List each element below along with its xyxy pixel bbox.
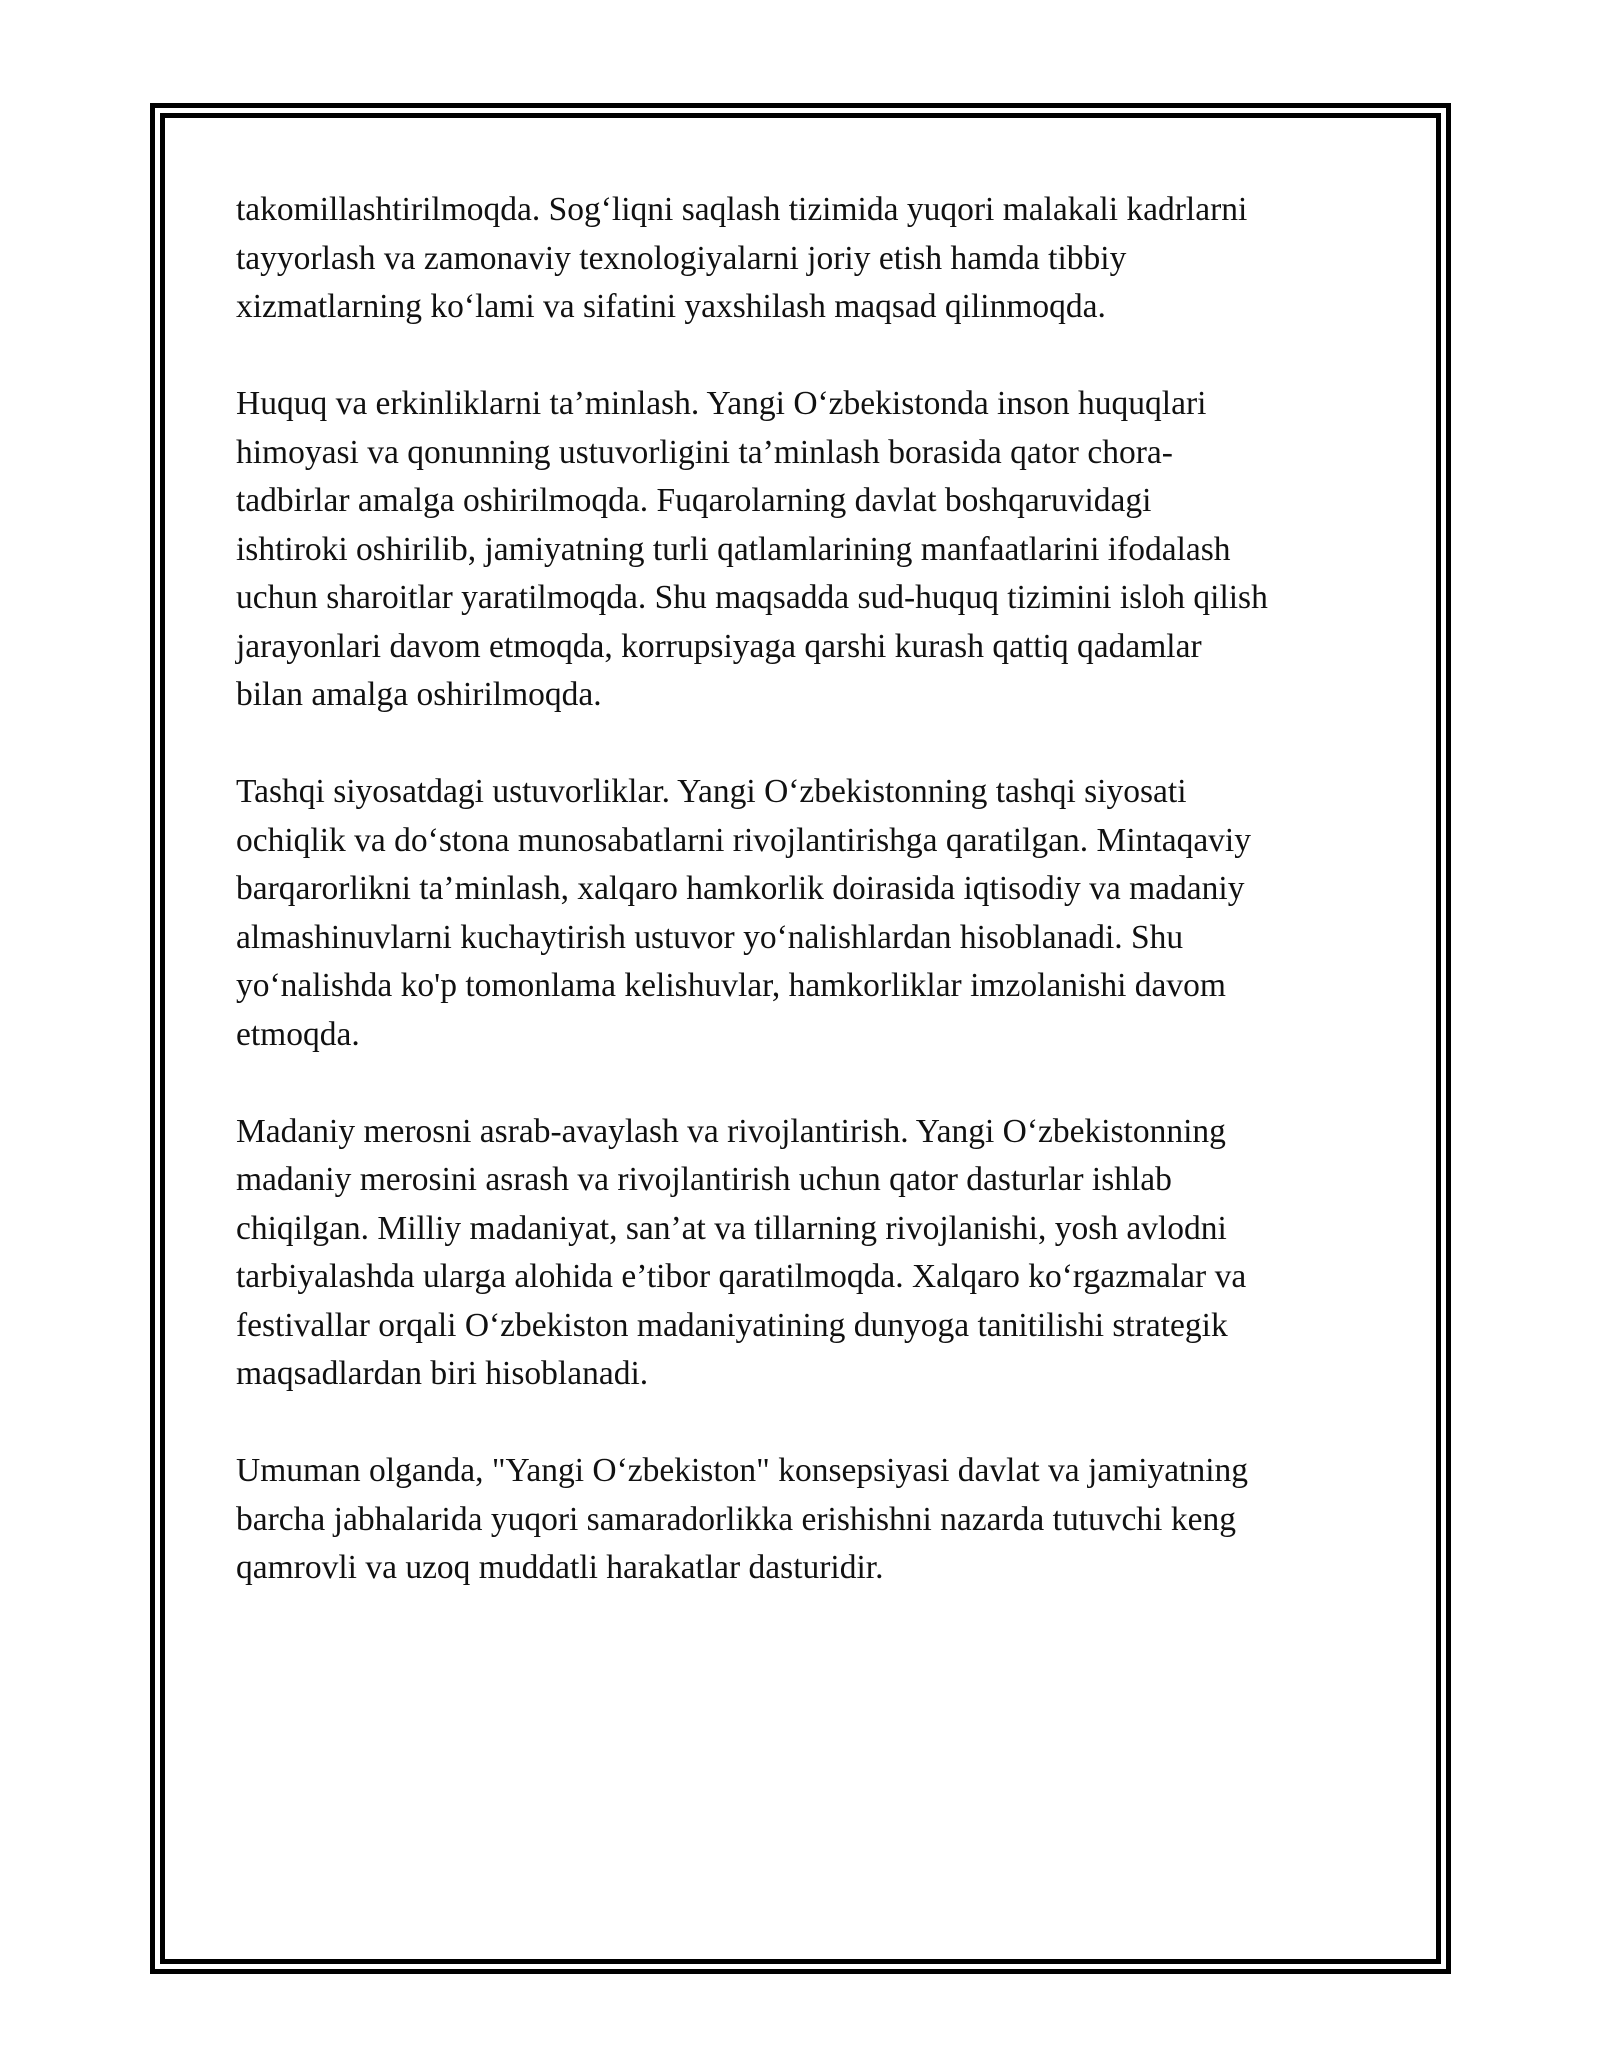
text-line: Madaniy merosni asrab-avaylash va rivojlantirish. Yangi O‘zbekistonning	[236, 1112, 1226, 1150]
text-line: Huquq va erkinliklarni ta’minlash. Yangi O‘zbekistonda inson huquqlari	[236, 385, 1207, 422]
text-line: ochiqlik va do‘stona munosabatlarni rivojlantirishga qaratilgan. Mintaqaviy	[236, 821, 1251, 859]
text-line: qamrovli va uzoq muddatli harakatlar dasturidir.	[236, 1549, 884, 1586]
paragraph-conclusion	[236, 1447, 1386, 1593]
text-line: Tashqi siyosatdagi ustuvorliklar. Yangi O‘zbekistonning tashqi siyosati	[236, 773, 1187, 810]
text-line: bilan amalga oshirilmoqda.	[236, 676, 602, 713]
paragraph-foreign-policy	[236, 768, 1386, 1059]
text-line: barcha jabhalarida yuqori samaradorlikka erishishni nazarda tutuvchi keng	[236, 1500, 1236, 1538]
document-body	[236, 186, 1386, 1641]
text-line: almashinuvlarni kuchaytirish ustuvor yo‘nalishlardan hisoblanadi. Shu	[236, 918, 1184, 956]
text-line: tayyorlash va zamonaviy texnologiyalarni joriy etish hamda tibbiy	[236, 239, 1127, 277]
text-line: yo‘nalishda ko'p tomonlama kelishuvlar, hamkorliklar imzolanishi davom	[236, 967, 1226, 1004]
text-line: etmoqda.	[236, 1015, 360, 1053]
text-line: himoyasi va qonunning ustuvorligini ta’minlash borasida qator chora-	[236, 433, 1173, 471]
text-line: uchun sharoitlar yaratilmoqda. Shu maqsadda sud-huquq tizimini isloh qilish	[236, 579, 1268, 616]
text-line: jarayonlari davom etmoqda, korrupsiyaga qarshi kurash qattiq qadamlar	[236, 627, 1202, 665]
paragraph-cultural-heritage	[236, 1108, 1386, 1399]
paragraph-rights-freedoms	[236, 380, 1386, 720]
text-line: festivallar orqali O‘zbekiston madaniyatining dunyoga tanitilishi strategik	[236, 1306, 1228, 1344]
text-line: tadbirlar amalga oshirilmoqda. Fuqarolarning davlat boshqaruvidagi	[236, 482, 1152, 519]
text-line: barqarorlikni ta’minlash, xalqaro hamkorlik doirasida iqtisodiy va madaniy	[236, 870, 1245, 907]
text-line: Umuman olganda, "Yangi O‘zbekiston" konsepsiyasi davlat va jamiyatning	[236, 1452, 1249, 1489]
text-line: takomillashtirilmoqda. Sog‘liqni saqlash tizimida yuqori malakali kadrlarni	[236, 191, 1248, 228]
text-line: madaniy merosini asrash va rivojlantirish uchun qator dasturlar ishlab	[236, 1161, 1172, 1198]
text-line: ishtiroki oshirilib, jamiyatning turli qatlamlarining manfaatlarini ifodalash	[236, 530, 1231, 568]
text-line: maqsadlardan biri hisoblanadi.	[236, 1355, 649, 1392]
text-line: tarbiyalashda ularga alohida e’tibor qaratilmoqda. Xalqaro ko‘rgazmalar va	[236, 1258, 1247, 1295]
text-line: chiqilgan. Milliy madaniyat, san’at va tillarning rivojlanishi, yosh avlodni	[236, 1209, 1227, 1247]
text-line: xizmatlarning ko‘lami va sifatini yaxshilash maqsad qilinmoqda.	[236, 288, 1106, 325]
paragraph-healthcare	[236, 186, 1386, 332]
